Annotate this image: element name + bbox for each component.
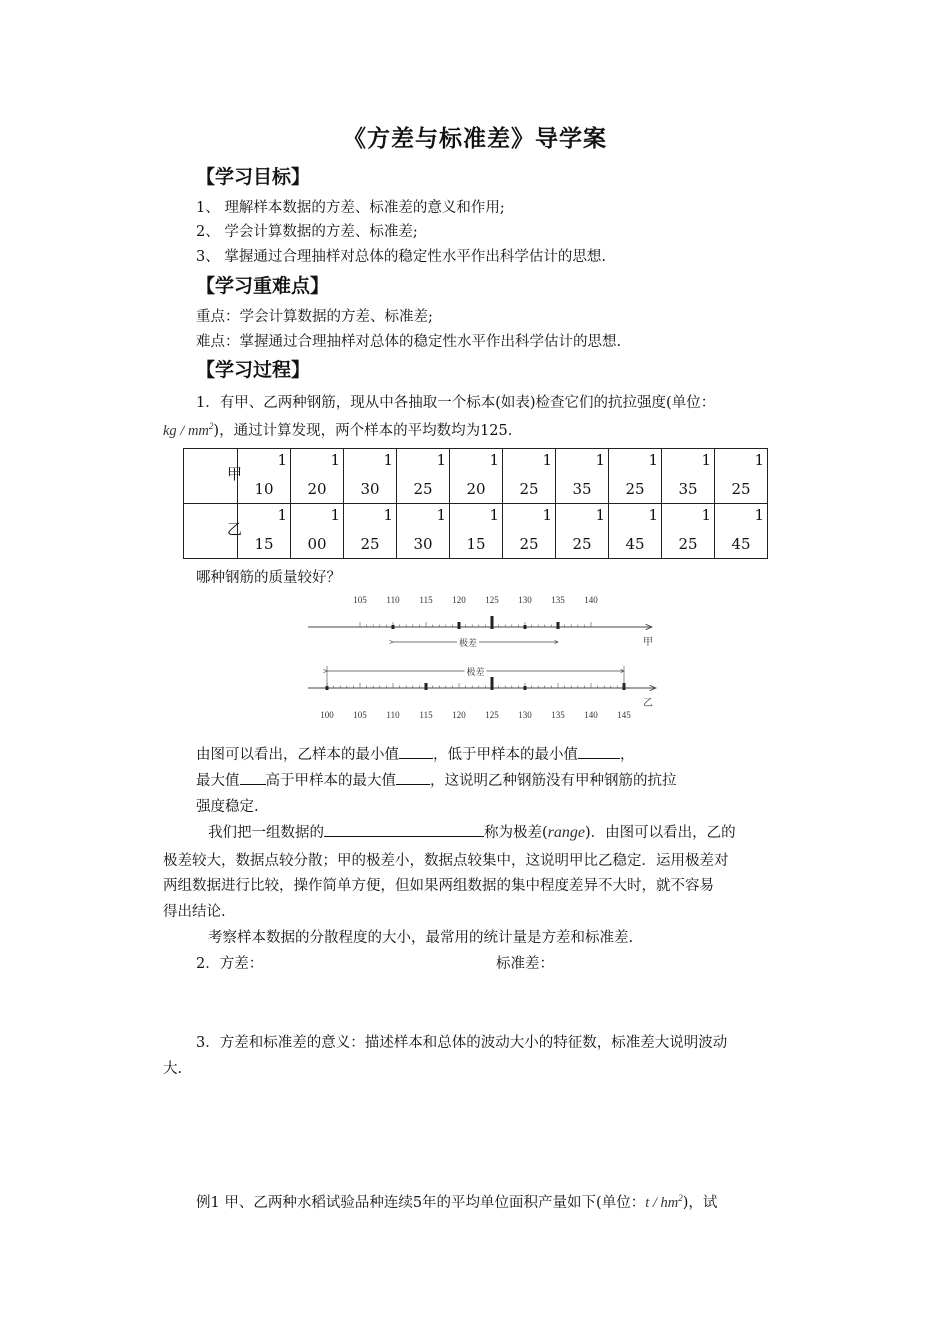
top-range-label: 极差: [458, 638, 478, 648]
cell-hundreds-digit: 1: [489, 506, 499, 524]
cell-remaining-digits: 00: [307, 535, 327, 553]
std-deviation-label: 标准差：: [496, 956, 554, 972]
cell-hundreds-digit: 1: [595, 506, 605, 524]
cell-remaining-digits: 25: [413, 480, 433, 498]
text-range-intro: 我们把一组数据的: [208, 825, 324, 841]
top-data-point: [557, 622, 560, 626]
blank-yi-min[interactable]: [399, 744, 433, 759]
row-label-text: 甲: [227, 465, 243, 483]
blank-jia-max[interactable]: [396, 770, 430, 785]
cell-remaining-digits: 45: [625, 535, 645, 553]
cell-remaining-digits: 25: [678, 535, 698, 553]
cell-hundreds-digit: 1: [383, 506, 393, 524]
variance-label: 2．方差：: [196, 956, 264, 972]
bottom-tick-label: 135: [551, 710, 565, 720]
bottom-tick-label: 125: [485, 710, 499, 720]
problem-1-line-2: [163, 419, 512, 440]
top-tick-label: 130: [518, 595, 532, 605]
table-cell: [609, 449, 662, 504]
meaning-line-1: 3．方差和标准差的意义：描述样本和总体的波动大小的特征数，标准差大说明波动: [196, 1035, 728, 1051]
top-tick-label: 140: [584, 595, 598, 605]
text-conclusion: ，这说明乙种钢筋没有甲种钢筋的抗拉: [430, 773, 677, 789]
range-word: range: [547, 824, 585, 841]
blank-range-definition[interactable]: [324, 822, 484, 837]
example-1-text: 例1 甲、乙两种水稻试验品种连续5年的平均单位面积产量如下(单位：: [196, 1195, 646, 1211]
table-cell: [715, 504, 768, 559]
example-1-tail: )，试: [682, 1195, 718, 1211]
cell-hundreds-digit: 1: [277, 451, 287, 469]
goal-2: 2、 学会计算数据的方差、标准差;: [196, 224, 418, 240]
statistics-intro: 考察样本数据的分散程度的大小，最常用的统计量是方差和标准差.: [208, 930, 634, 946]
bottom-tick-label: 145: [617, 710, 631, 720]
cell-remaining-digits: 25: [731, 480, 751, 498]
cell-hundreds-digit: 1: [648, 506, 658, 524]
cell-hundreds-digit: 1: [436, 506, 446, 524]
question-text: 哪种钢筋的质量较好？: [196, 570, 341, 586]
bottom-tick-label: 140: [584, 710, 598, 720]
cell-remaining-digits: 15: [254, 535, 274, 553]
cell-hundreds-digit: 1: [277, 506, 287, 524]
table-row-label: [184, 449, 243, 504]
goal-3: 3、 掌握通过合理抽样对总体的稳定性水平作出科学估计的思想.: [196, 249, 606, 265]
unit-t-hm: t / hm: [645, 1195, 679, 1211]
bottom-data-point: [491, 677, 494, 681]
range-definition-line-2: 极差较大，数据点较分散；甲的极差小，数据点较集中，这说明甲比乙稳定．运用极差对: [163, 853, 729, 869]
text-higher-than: 高于甲样本的最大值: [265, 773, 396, 789]
bottom-data-point: [524, 686, 527, 690]
top-tick-label: 120: [452, 595, 466, 605]
table-row: [184, 504, 768, 559]
table-cell: [450, 449, 503, 504]
cell-hundreds-digit: 1: [754, 506, 764, 524]
unit-kg-mm: kg / mm: [163, 423, 209, 439]
bottom-tick-label: 105: [353, 710, 367, 720]
cell-hundreds-digit: 1: [542, 451, 552, 469]
table-cell: [291, 449, 344, 504]
text-min-intro: 由图可以看出，乙样本的最小值: [196, 747, 399, 763]
bottom-axis-label: 乙: [643, 698, 653, 709]
figure-sentence-2: [196, 769, 677, 790]
cell-remaining-digits: 25: [572, 535, 592, 553]
bottom-data-point: [425, 683, 428, 687]
figure-sentence-1: [196, 743, 635, 764]
top-tick-label: 105: [353, 595, 367, 605]
cell-hundreds-digit: 1: [754, 451, 764, 469]
blank-jia-min[interactable]: [578, 744, 620, 759]
bottom-range-label: 极差: [466, 667, 485, 677]
section-keypoints: 【学习重难点】: [196, 275, 330, 297]
range-definition-line-3: 两组数据进行比较，操作简单方便，但如果两组数据的集中程度差异不大时，就不容易: [163, 878, 714, 894]
cell-remaining-digits: 35: [572, 480, 592, 498]
bottom-tick-label: 120: [452, 710, 466, 720]
cell-remaining-digits: 25: [519, 480, 539, 498]
cell-remaining-digits: 30: [413, 535, 433, 553]
range-definition-line-1: [208, 821, 736, 842]
cell-hundreds-digit: 1: [436, 451, 446, 469]
cell-hundreds-digit: 1: [330, 506, 340, 524]
bottom-tick-label: 115: [419, 710, 433, 720]
table-cell: [609, 504, 662, 559]
unit-t-hm-exponent: 2: [678, 1193, 683, 1204]
section-process: 【学习过程】: [196, 359, 311, 381]
bottom-tick-label: 130: [518, 710, 532, 720]
top-data-point: [458, 622, 461, 626]
bottom-tick-label: 100: [320, 710, 334, 720]
cell-hundreds-digit: 1: [701, 506, 711, 524]
table-cell: [397, 504, 450, 559]
keypoint-focus: 重点：学会计算数据的方差、标准差;: [196, 309, 433, 325]
cell-remaining-digits: 45: [731, 535, 751, 553]
range-figure: [300, 588, 670, 728]
top-tick-label: 125: [485, 595, 499, 605]
table-cell: [503, 504, 556, 559]
range-definition-line-4: 得出结论.: [163, 904, 226, 920]
text-called-range: 称为极差(: [484, 825, 548, 841]
cell-hundreds-digit: 1: [595, 451, 605, 469]
strength-table: [183, 448, 768, 559]
unit-exponent: 2: [208, 421, 214, 432]
cell-remaining-digits: 20: [466, 480, 486, 498]
table-cell: [662, 504, 715, 559]
table-cell: [238, 449, 291, 504]
example-1-line: [196, 1191, 717, 1212]
meaning-line-2: 大.: [163, 1061, 183, 1077]
cell-remaining-digits: 25: [360, 535, 380, 553]
table-cell: [715, 449, 768, 504]
top-tick-label: 135: [551, 595, 565, 605]
table-cell: [556, 504, 609, 559]
cell-remaining-digits: 35: [678, 480, 698, 498]
cell-hundreds-digit: 1: [701, 451, 711, 469]
table-cell: [344, 449, 397, 504]
table-cell: [503, 449, 556, 504]
table-cell: [291, 504, 344, 559]
table-cell: [450, 504, 503, 559]
table-row-label: [184, 504, 243, 559]
table-cell: [238, 504, 291, 559]
table-cell: [344, 504, 397, 559]
cell-remaining-digits: 15: [466, 535, 486, 553]
problem-1-line-1: 1．有甲、乙两种钢筋，现从中各抽取一个标本(如表)检查它们的抗拉强度(单位：: [196, 395, 716, 411]
cell-remaining-digits: 25: [519, 535, 539, 553]
top-tick-label: 115: [419, 595, 433, 605]
cell-hundreds-digit: 1: [648, 451, 658, 469]
cell-hundreds-digit: 1: [489, 451, 499, 469]
text-max-intro: 最大值: [196, 773, 240, 789]
table-cell: [662, 449, 715, 504]
blank-yi-max[interactable]: [240, 770, 266, 785]
top-data-point: [524, 625, 527, 629]
figure-sentence-3: 强度稳定.: [196, 799, 259, 815]
top-tick-label: 110: [386, 595, 400, 605]
cell-hundreds-digit: 1: [383, 451, 393, 469]
top-axis-label: 甲: [643, 637, 653, 648]
page-title: 《方差与标准差》导学案: [343, 126, 607, 152]
cell-remaining-digits: 30: [360, 480, 380, 498]
top-data-point: [392, 625, 395, 629]
problem-1-mean-text: )，通过计算发现，两个样本的平均数均为125.: [213, 423, 513, 439]
top-data-point: [491, 616, 494, 620]
table-row: [184, 449, 768, 504]
text-range-compare: )．由图可以看出，乙的: [585, 825, 736, 841]
goal-1: 1、 理解样本数据的方差、标准差的意义和作用;: [196, 200, 505, 216]
section-goals: 【学习目标】: [196, 166, 311, 188]
keypoint-difficulty: 难点：掌握通过合理抽样对总体的稳定性水平作出科学估计的思想.: [196, 334, 622, 350]
text-lower-than: ，低于甲样本的最小值: [433, 747, 578, 763]
row-label-text: 乙: [227, 520, 243, 538]
cell-remaining-digits: 10: [254, 480, 274, 498]
table-cell: [556, 449, 609, 504]
cell-hundreds-digit: 1: [330, 451, 340, 469]
cell-remaining-digits: 20: [307, 480, 327, 498]
table-cell: [397, 449, 450, 504]
bottom-tick-label: 110: [386, 710, 400, 720]
text-comma: ，: [620, 747, 635, 763]
cell-remaining-digits: 25: [625, 480, 645, 498]
cell-hundreds-digit: 1: [542, 506, 552, 524]
